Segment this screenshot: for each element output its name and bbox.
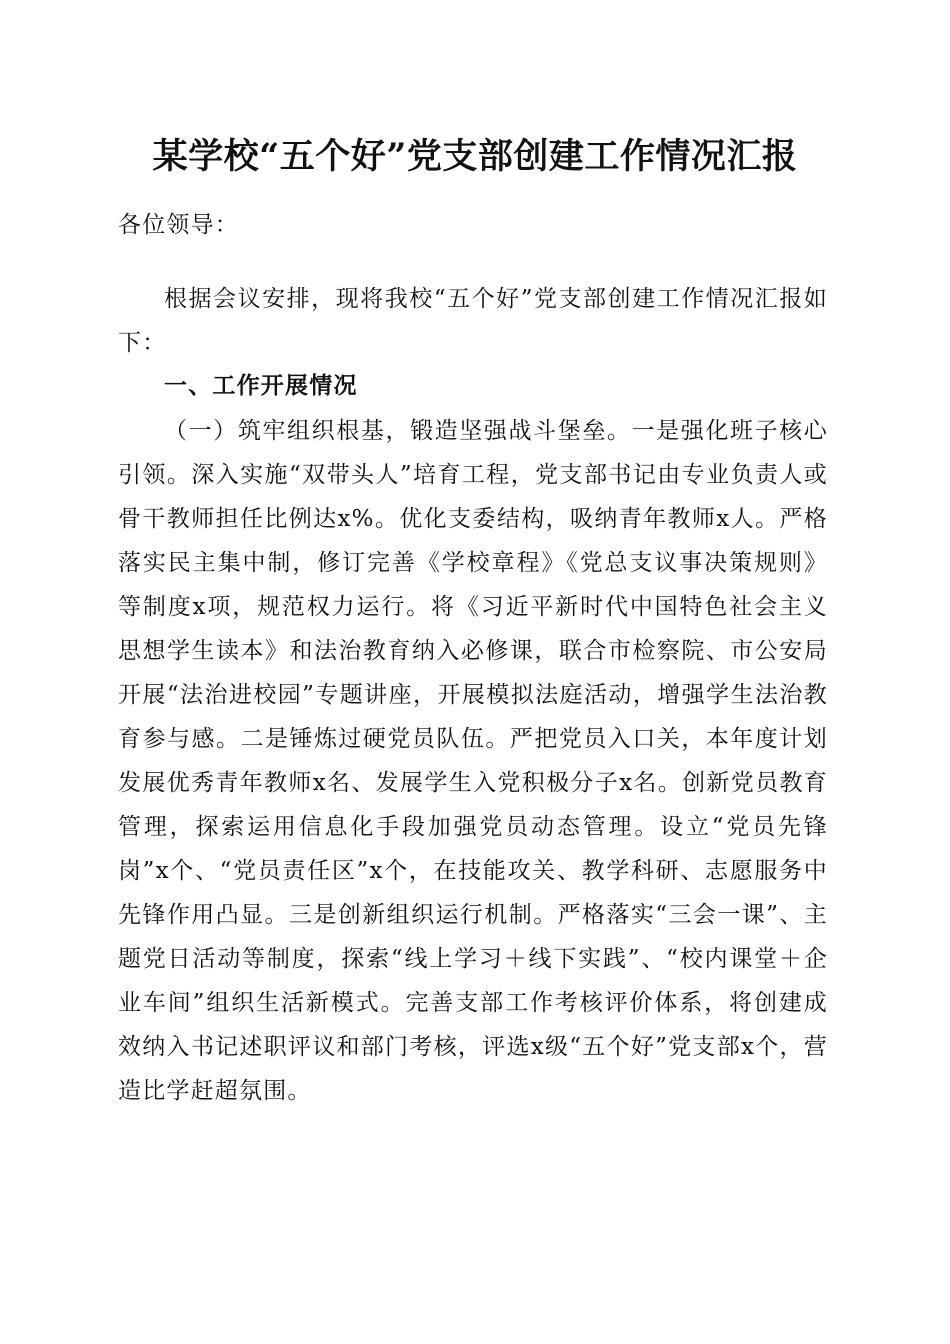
section-heading: 一、工作开展情况 [164,373,358,399]
body-paragraph: （一）筑牢组织根基，锻造坚强战斗堡垒。一是强化班子核心引领。深入实施“双带头人”培育工程，党支部书记由专业负责人或骨干教师担任比例达x%。优化支委结构，吸纳青年教师x人。严格落实民主集中制，修订完善《学校章程》《党总支议事决策规则》等制度x项，规范权力运行。将《习近平新时代中国特色社会主义思想学生读本》和法治教育纳入必修课，联合市检察院、市公安局开展“法治进校园”专题讲座，开展模拟法庭活动，增强学生法治教育参与感。二是锤炼过硬党员队伍。严把党员入口关，本年度计划发展优秀青年教师x名、发展学生入党积极分子x名。创新党员教育管理，探索运用信息化手段加强党员动态管理。设立“党员先锋岗”x个、“党员责任区”x个，在技能攻关、教学科研、志愿服务中先锋作用凸显。三是创新组织运行机制。严格落实“三会一课”、主题党日活动等制度，探索“线上学习＋线下实践”、“校内课堂＋企业车间”组织生活新模式。完善支部工作考核评价体系，将创建成效纳入书记述职评议和部门考核，评选x级“五个好”党支部x个，营造比学赶超氛围。 [118,418,828,1104]
document-title: 某学校“五个好”党支部创建工作情况汇报 [152,136,798,177]
salutation: 各位领导： [118,212,239,238]
intro-paragraph: 根据会议安排，现将我校“五个好”党支部创建工作情况汇报如下： [118,286,828,356]
